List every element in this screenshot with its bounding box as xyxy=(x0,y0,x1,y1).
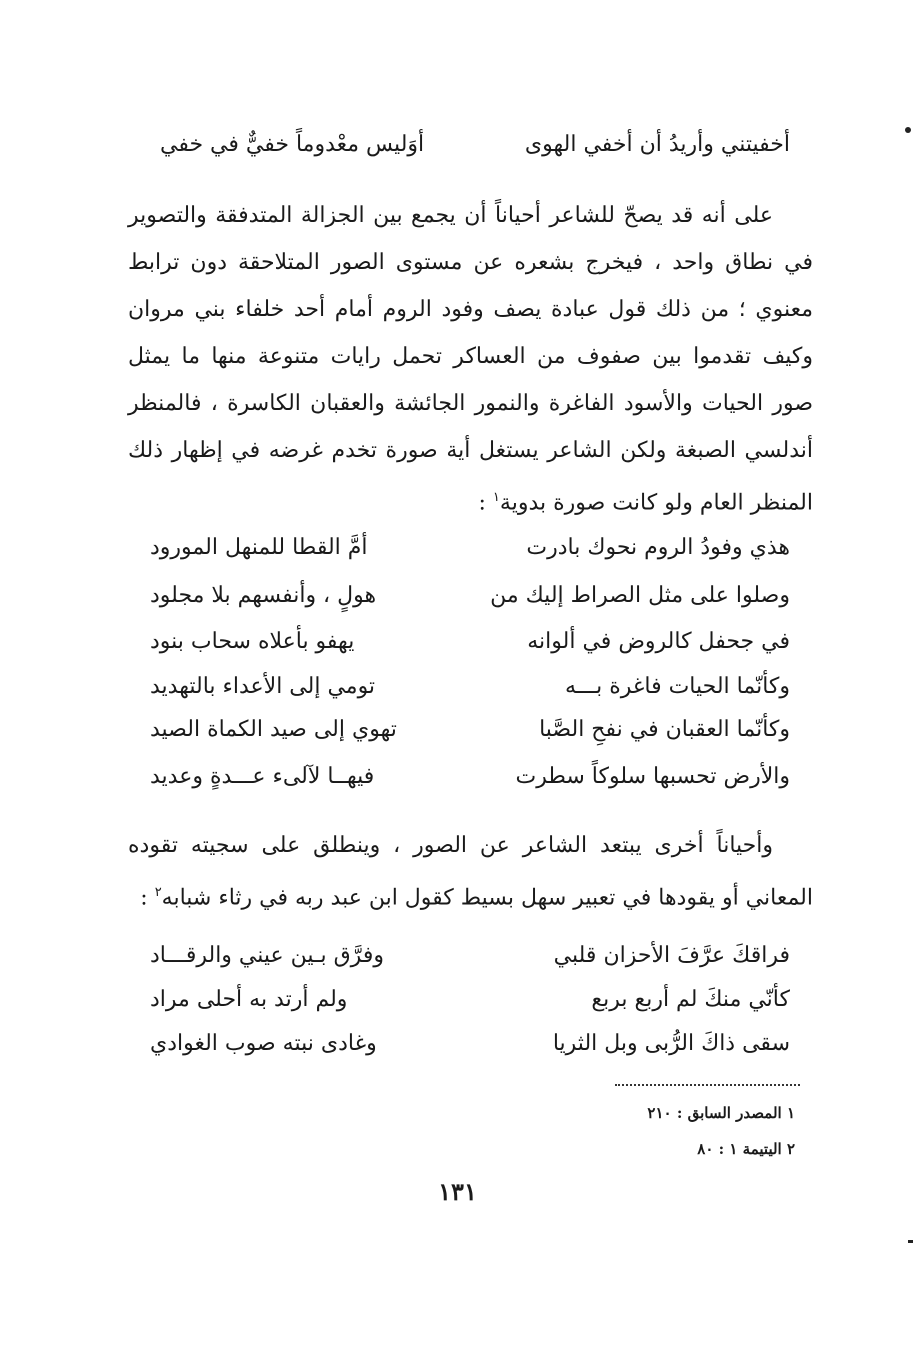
verse-second-half: فيهــا لآلىء عـــدةٍ وعديد xyxy=(150,764,375,789)
paragraph-2 xyxy=(128,822,813,921)
scan-mark xyxy=(905,127,911,133)
page-number: ١٣١ xyxy=(438,1177,477,1206)
footnote-1: ١ المصدر السابق : ٢١٠ xyxy=(647,1104,795,1122)
footnote-ref[interactable]: ٢ xyxy=(154,885,162,900)
paragraph-line: معنوي ؛ من ذلك قول عبادة يصف وفود الروم أمام أحد خلفاء بني مروان xyxy=(128,297,813,322)
verse-first-half: كأنّي منكَ لم أربع بربع xyxy=(591,987,790,1012)
verse-second-half: تهوي إلى صيد الكماة الصيد xyxy=(150,717,397,742)
footnote-ref[interactable]: ١ xyxy=(492,490,500,505)
scan-mark xyxy=(908,1240,913,1243)
verse-second-half: ولم أرتد به أحلى مراد xyxy=(150,987,348,1012)
verse-first-half: في جحفل كالروض في ألوانه xyxy=(527,629,790,654)
paragraph-line: وكيف تقدموا بين صفوف من العساكر تحمل رايات متنوعة منها ما يمثل xyxy=(128,344,813,369)
verse xyxy=(150,528,790,568)
verse-second-half: تومي إلى الأعداء بالتهديد xyxy=(150,674,376,699)
paragraph-line: على أنه قد يصحّ للشاعر أحياناً أن يجمع بين الجزالة المتدفقة والتصوير xyxy=(128,203,773,228)
verse xyxy=(150,936,790,976)
paragraph-line: في نطاق واحد ، فيخرج بشعره عن مستوى الصور المتلاحقة دون ترابط xyxy=(128,250,813,275)
verse-first-half: أخفيتني وأريدُ أن أخفي الهوى xyxy=(524,132,790,157)
verse xyxy=(150,622,790,662)
verse-second-half: يهفو بأعلاه سحاب بنود xyxy=(150,629,355,654)
verse-second-half: أمَّ القطا للمنهل المورود xyxy=(150,535,368,560)
verse-first-half: وكأنّما الحيات فاغرة بـــه xyxy=(564,674,790,699)
verse xyxy=(150,576,790,616)
verse-second-half: أوَليس معْدوماً خفيٌّ في خفي xyxy=(160,132,425,157)
verse-second-half: وفرَّق بـين عيني والرقـــاد xyxy=(150,943,384,968)
paragraph-line: المنظر العام ولو كانت صورة بدوية$^١$ : xyxy=(478,490,813,516)
verse xyxy=(150,710,790,750)
verse-first-half: وصلوا على مثل الصراط إليك من xyxy=(490,583,790,608)
opening-verse xyxy=(160,125,790,165)
verse-first-half: سقى ذاكَ الرُّبى وبل الثريا xyxy=(552,1031,790,1056)
verse xyxy=(150,667,790,707)
verse xyxy=(150,757,790,797)
verse-first-half: هذي وفودُ الروم نحوك بادرت xyxy=(526,535,790,560)
paragraph-1 xyxy=(128,192,813,526)
verse-first-half: فراقكَ عرَّفَ الأحزان قلبي xyxy=(553,943,790,968)
paragraph-line: صور الحيات والأسود الفاغرة والنمور الجائشة والعقبان الكاسرة ، فالمنظر xyxy=(128,391,813,416)
verse-second-half: هولٍ ، وأنفسهم بلا مجلود xyxy=(150,583,377,608)
paragraph-line: أندلسي الصبغة ولكن الشاعر يستغل أية صورة تخدم غرضه في إظهار ذلك xyxy=(128,438,813,463)
verse xyxy=(150,1024,790,1064)
paragraph-line: وأحياناً أخرى يبتعد الشاعر عن الصور ، وينطلق على سجيته تقوده xyxy=(128,833,773,858)
verse-second-half: وغادى نبته صوب الغوادي xyxy=(150,1031,377,1056)
paragraph-line: المعاني أو يقودها في تعبير سهل بسيط كقول ابن عبد ربه في رثاء شبابه$^٢$ : xyxy=(140,885,813,911)
footnote-2: ٢ اليتيمة ١ : ٨٠ xyxy=(697,1140,795,1158)
verse xyxy=(150,980,790,1020)
footnote-divider xyxy=(615,1084,800,1086)
verse-first-half: وكأنّما العقبان في نفحِ الصَّبا xyxy=(539,717,790,742)
verse-first-half: والأرض تحسبها سلوكاً سطرت xyxy=(515,764,790,789)
